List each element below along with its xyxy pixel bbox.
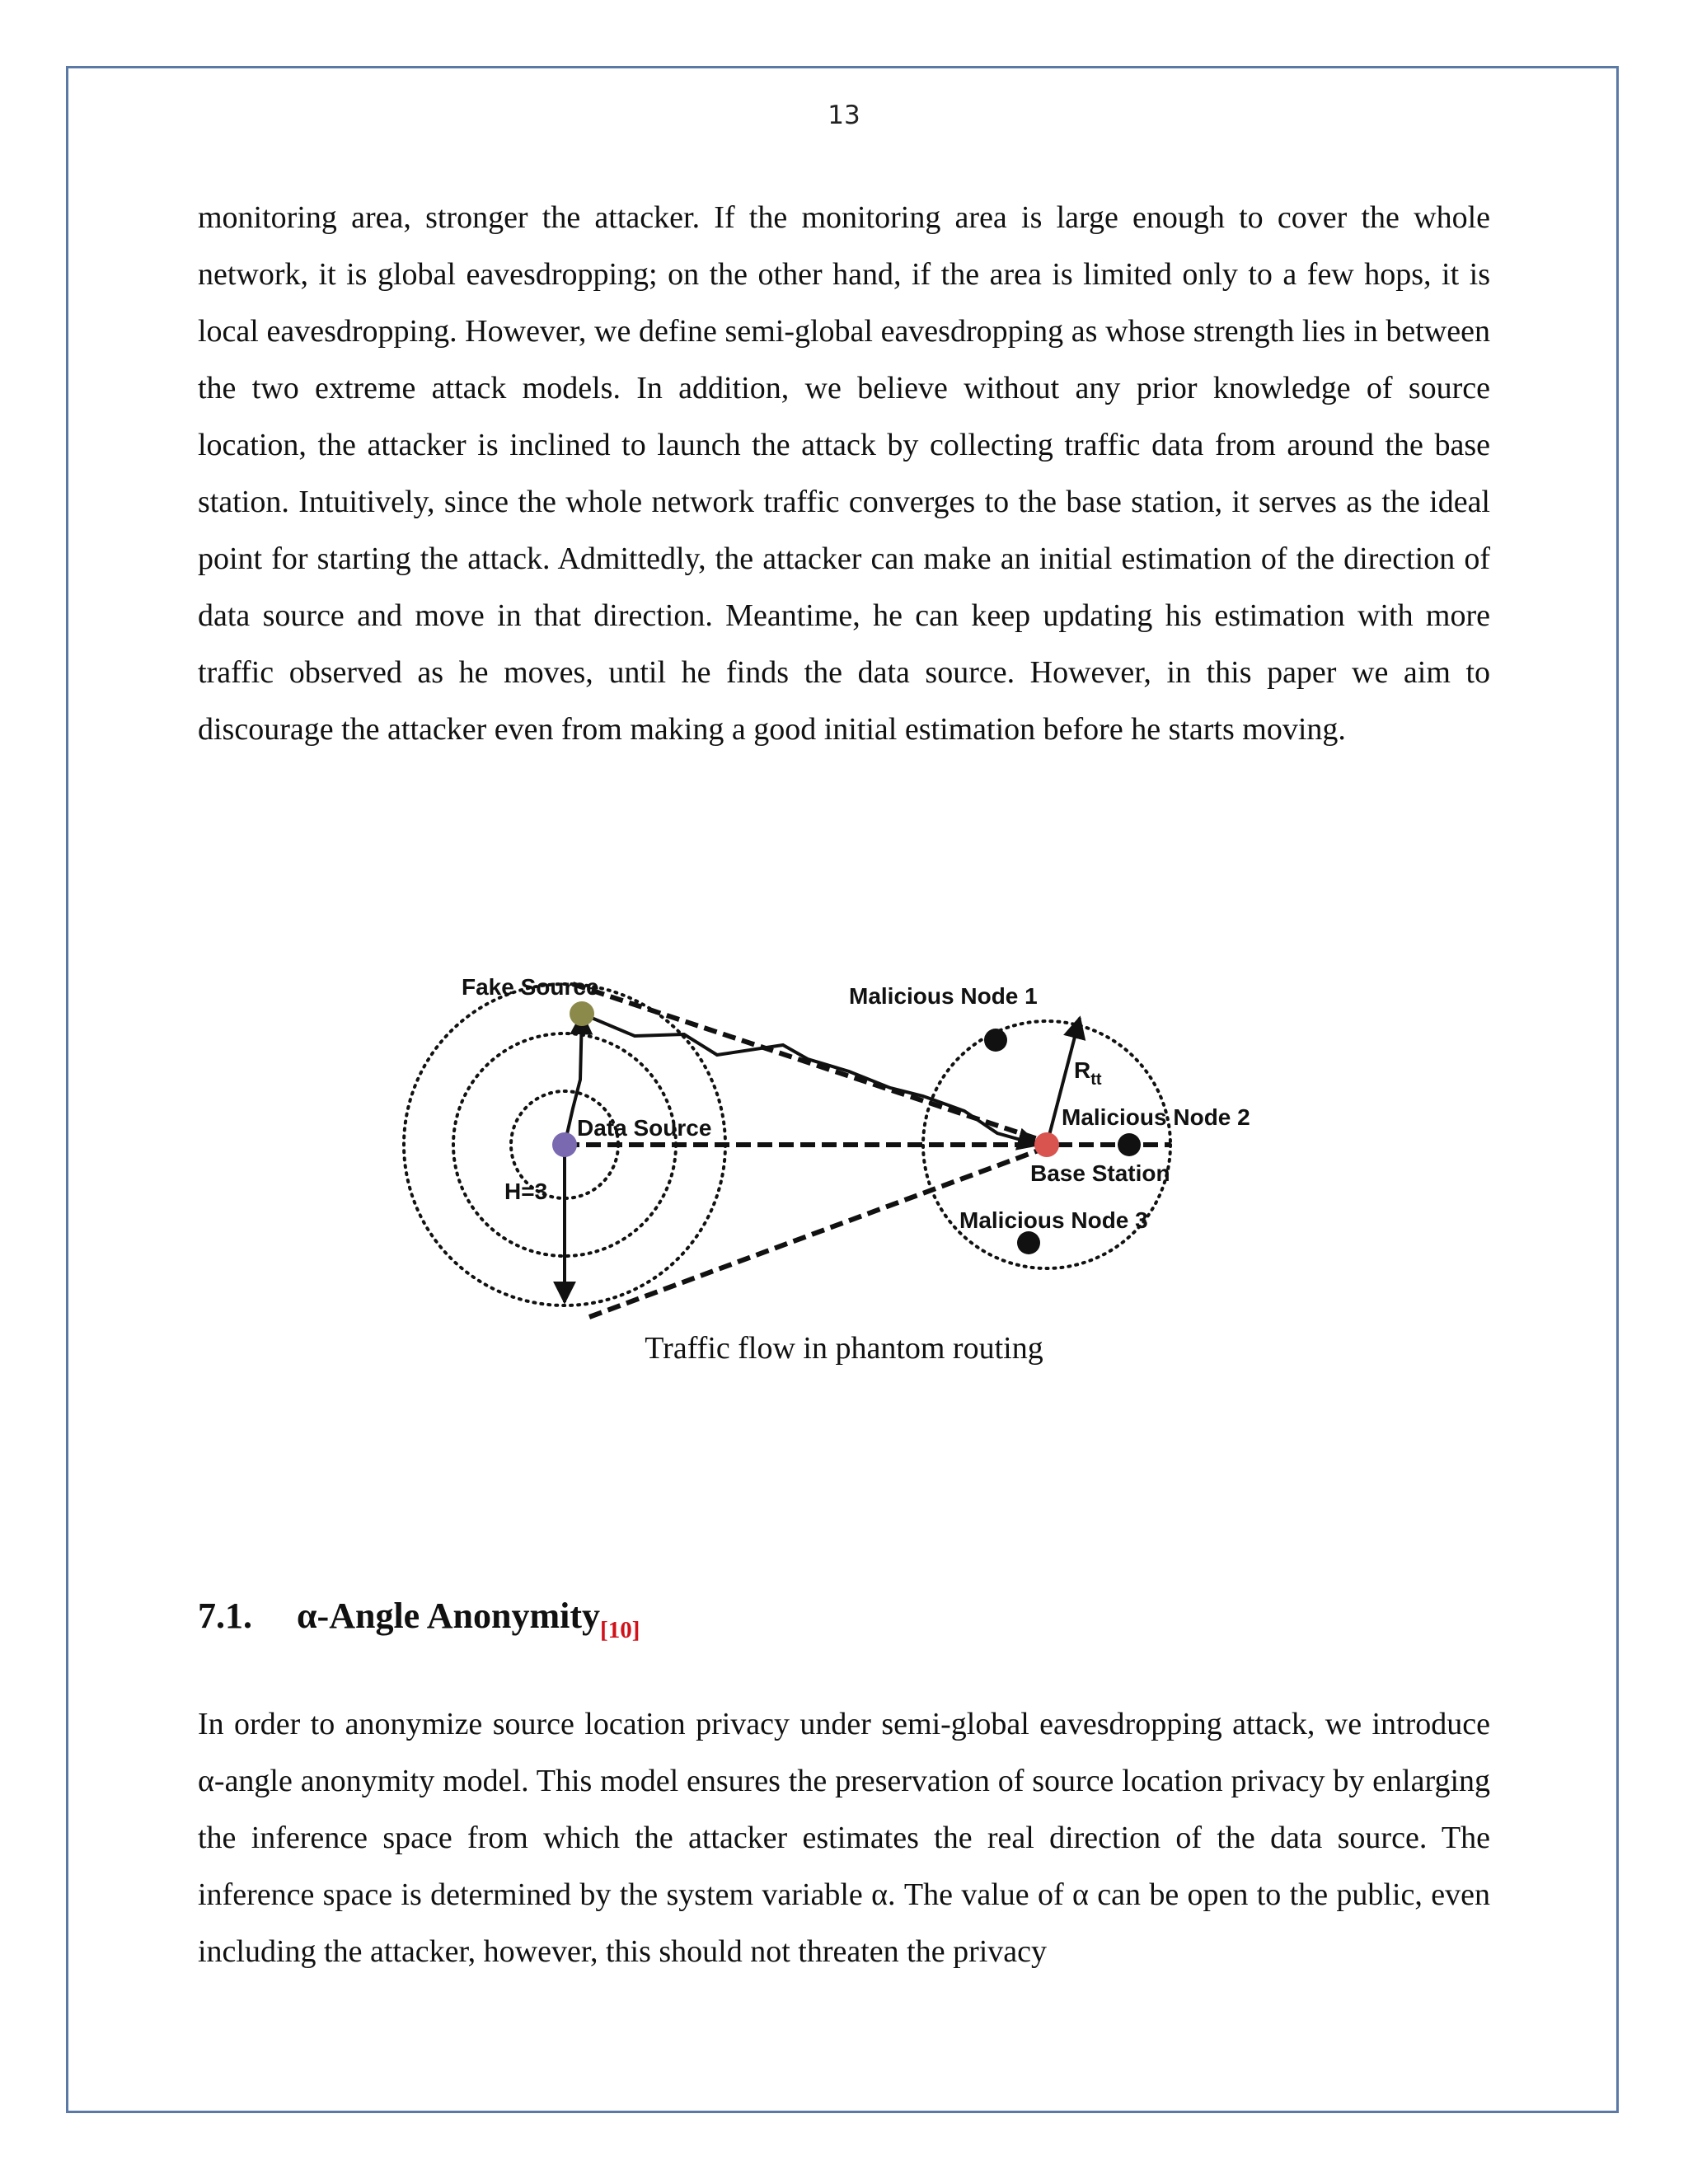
section-heading bbox=[198, 1595, 640, 1644]
radius-label: $R_{tt}$ bbox=[1074, 1057, 1102, 1089]
base-station-label: Base Station bbox=[1030, 1160, 1170, 1186]
body-paragraph-2: In order to anonymize source location privacy under semi-global eavesdropping attack, we introduce α-angle anonymity model. This model ensures the preservation of source location privacy by enlarging the inference space from which the attacker estimates the real direction of the data source. The inference space is determined by the system variable α. The value of α can be open to the public, even including the attacker, however, this should not threaten the privacy bbox=[198, 1707, 1490, 1969]
malicious-node-2-label: Malicious Node 2 bbox=[1062, 1104, 1250, 1130]
figure-caption: Traffic flow in phantom routing bbox=[645, 1331, 1043, 1366]
body-paragraph-1: monitoring area, stronger the attacker. If the monitoring area is large enough to cover the whole network, it is global eavesdropping; on the other hand, if the area is limited only to a few hops, it is local eavesdropping. However, we define semi-global eavesdropping as whose strength lies in between the two extreme attack models. In addition, we believe without any prior knowledge of source location, the attacker is inclined to launch the attack by collecting traffic data from around the base station. Intuitively, since the whole network traffic converges to the base station, it serves as the ideal point for starting the attack. Admittedly, the attacker can make an initial estimation of the direction of data source and move in that direction. Meantime, he can keep updating his estimation with more traffic observed as he moves, until he finds the data source. However, in this paper we aim to discourage the attacker even from making a good initial estimation before he starts moving. bbox=[198, 200, 1490, 747]
malicious-node-3 bbox=[1017, 1231, 1040, 1254]
malicious-node-1-label: Malicious Node 1 bbox=[849, 983, 1038, 1009]
phantom-routing-figure bbox=[387, 948, 1294, 1327]
section-number: 7.1. bbox=[198, 1596, 252, 1636]
malicious-node-3-label: Malicious Node 3 bbox=[959, 1207, 1148, 1233]
data-source-label: Data Source bbox=[577, 1115, 712, 1141]
data-source-node bbox=[552, 1132, 577, 1157]
fake-source-label: Fake Source bbox=[462, 974, 599, 1000]
malicious-node-2 bbox=[1118, 1133, 1141, 1156]
base-station-node bbox=[1034, 1132, 1059, 1157]
section-title: α-Angle Anonymity bbox=[297, 1596, 601, 1636]
malicious-node-1 bbox=[984, 1029, 1007, 1052]
hops-label: H=3 bbox=[504, 1179, 548, 1204]
citation-link[interactable]: [10] bbox=[600, 1617, 640, 1643]
page-number: 13 bbox=[828, 101, 860, 130]
fake-source-node bbox=[570, 1001, 594, 1026]
cone-line-bottom bbox=[589, 1149, 1043, 1317]
